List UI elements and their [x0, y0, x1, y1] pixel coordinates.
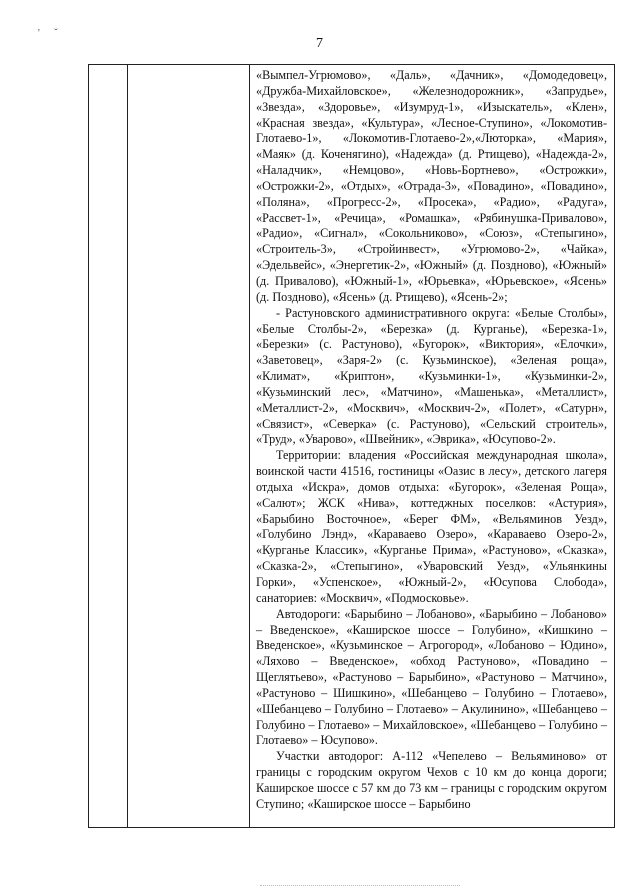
- table-text-cell: [256, 68, 607, 813]
- paragraph-territories: Территории: владения «Российская международная школа», воинской части 41516, гостиницы «Оазис в лесу», детского лагеря отдыха «Искра», домов отдыха: «Бугорок», «Зеленая Роща», «Салют»; ЖСК «Нива», коттеджных поселков: «Астурия», «Барыбино Восточное», «Берег ФМ», «Вельяминов Уезд», «Голубино Лэнд», «Караваево Озеро», «Караваево Озеро-2», «Курганье Классик», «Курганье Прима», «Растуново», «Сказка», «Сказка-2», «Степыгино», «Уваровский Уезд», «Ульянкины Горки», «Успенское», «Южный-2», «Юсупова Слобода», санаториев: «Москвич», «Подмосковье».: [256, 448, 607, 605]
- scan-edge-line: [260, 885, 460, 886]
- scan-marks: ' ˇ: [38, 28, 64, 39]
- paragraph-roads: Автодороги: «Барыбино – Лобаново», «Барыбино – Лобаново» – Введенское», «Каширское шоссе – Голубино», «Кишкино – Введенское», «Кузьминское – Агрогород», «Лобаново – Юдино», «Ляхово – Введенское», «обход Растуново», «Повадино – Щеглятьево», «Растуново – Барыбино», «Растуново – Матчино», «Растуново – Шишкино», «Шебанцево – Голубино – Глотаево», «Шебанцево – Голубино – Глотаево» – Акулинино», «Шебанцево – Голубино – Глотаево» – Михайловское», «Шебанцево – Голубино – Глотаево» – Юсупово».: [256, 606, 607, 748]
- column-divider-1: [127, 65, 128, 827]
- page-number: 7: [316, 36, 323, 51]
- paragraph-rastunovo-okrug: - Растуновского административного округа: «Белые Столбы», «Белые Столбы-2», «Березка» (д. Курганье), «Березка-1», «Березки» (с. Растуново), «Бугорок», «Виктория», «Елочки», «Заветовец», «Заря-2» (с. Кузьминское), «Зеленая роща», «Климат», «Криптон», «Кузьминки-1», «Кузьминки-2», «Кузьминский лес», «Матчино», «Машенька», «Металлист», «Металлист-2», «Москвич», «Москвич-2», «Полет», «Сатурн», «Связист», «Северка» (с. Растуново), «Сельский строитель», «Труд», «Уварово», «Швейник», «Эврика», «Юсупово-2».: [256, 305, 607, 447]
- paragraph-snt-list: «Вымпел-Угрюмово», «Даль», «Дачник», «Домодедовец», «Дружба-Михайловское», «Железнодорожник», «Запрудье», «Звезда», «Здоровье», «Изумруд-1», «Изыскатель», «Клен», «Красная звезда», «Культура», «Лесное-Ступино», «Локомотив-Глотаево-1», «Локомотив-Глотаево-2»,«Люторка», «Мария», «Маяк» (д. Коченягино), «Надежда» (д. Ртищево), «Надежда-2», «Наладчик», «Немцово», «Новь-Бортнево», «Острожки», «Острожки-2», «Отдых», «Отрада-3», «Повадино», «Повадино», «Поляна», «Прогресс-2», «Просека», «Радио», «Радуга», «Рассвет-1», «Речица», «Ромашка», «Рябинушка-Привалово», «Радио», «Сигнал», «Сокольниково», «Союз», «Степыгино», «Строитель-3», «Стройинвест», «Угрюмово-2», «Чайка», «Эдельвейс», «Энергетик-2», «Южный» (д. Поздново), «Южный» (д. Привалово), «Южный-1», «Юрьевка», «Юрьевское», «Ясень» (д. Поздново), «Ясень» (д. Ртищево), «Ясень-2»;: [256, 68, 607, 304]
- paragraph-road-sections: Участки автодорог: А-112 «Чепелево – Вельяминово» от границы с городским округом Чехов с 10 км до конца дороги; Каширское шоссе с 57 км до 73 км – границы с городским округом Ступино; «Каширское шоссе – Барыбино: [256, 749, 607, 811]
- column-divider-2: [249, 65, 250, 827]
